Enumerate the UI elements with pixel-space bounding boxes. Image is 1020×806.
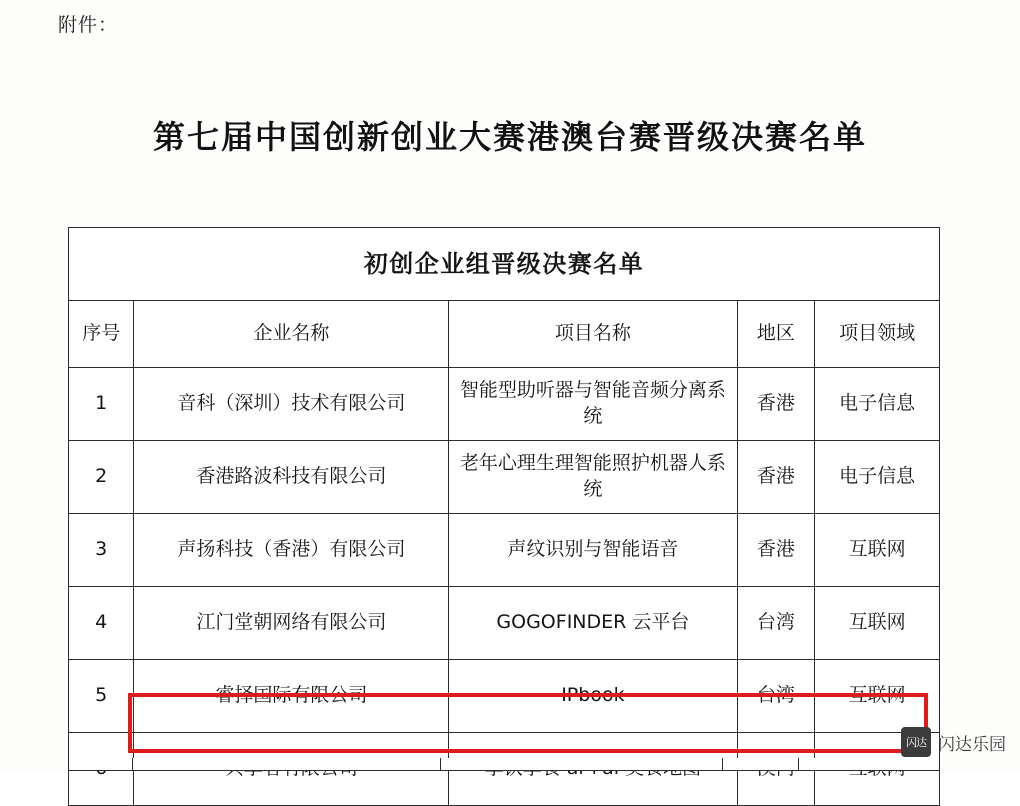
cell-company: 睿择国际有限公司 (134, 660, 449, 733)
cell-field: 互联网 (815, 514, 940, 587)
cell-field: 电子信息 (815, 368, 940, 441)
table-header-row (69, 301, 940, 368)
cell-region: 香港 (737, 441, 815, 514)
column-header-project: 项目名称 (449, 301, 737, 368)
cell-field: 互联网 (815, 660, 940, 733)
watermark-label: 闪达乐园 (938, 734, 1006, 755)
cell-company: 江门堂朝网络有限公司 (134, 587, 449, 660)
cell-project: 声纹识别与智能语音 (449, 514, 737, 587)
cell-company: 香港路波科技有限公司 (134, 441, 449, 514)
cell-project: 智能型助听器与智能音频分离系统 (449, 368, 737, 441)
watermark-logo-icon: 闪达 (901, 727, 931, 757)
cell-region: 台湾 (737, 587, 815, 660)
cell-no: 5 (69, 660, 134, 733)
table-next-row-partial (68, 758, 940, 771)
column-header-region: 地区 (737, 301, 815, 368)
cell-no: 3 (69, 514, 134, 587)
table-row (69, 660, 940, 733)
table-row (69, 514, 940, 587)
cell-no: 2 (69, 441, 134, 514)
cell-field: 电子信息 (815, 441, 940, 514)
finalist-table-container (68, 227, 940, 806)
cell-company: 声扬科技（香港）有限公司 (134, 514, 449, 587)
table-row (69, 368, 940, 441)
column-header-field: 项目领域 (815, 301, 940, 368)
cell-company: 音科（深圳）技术有限公司 (134, 368, 449, 441)
watermark (901, 727, 1006, 757)
cell-region: 香港 (737, 368, 815, 441)
cell-region: 台湾 (737, 660, 815, 733)
cell-project: 老年心理生理智能照护机器人系统 (449, 441, 737, 514)
cell-region: 香港 (737, 514, 815, 587)
cell-no: 1 (69, 368, 134, 441)
attachment-label: 附件： (58, 14, 119, 36)
table-row (69, 587, 940, 660)
cell-no: 4 (69, 587, 134, 660)
column-header-company: 企业名称 (134, 301, 449, 368)
cell-field: 互联网 (815, 587, 940, 660)
table-section-title-row (69, 228, 940, 301)
table-section-title: 初创企业组晋级决赛名单 (69, 228, 940, 301)
cell-project: IPbook (449, 660, 737, 733)
page-title: 第七届中国创新创业大赛港澳台赛晋级决赛名单 (152, 118, 867, 156)
column-header-no: 序号 (69, 301, 134, 368)
cell-project: GOGOFINDER 云平台 (449, 587, 737, 660)
finalist-table (68, 227, 940, 806)
table-row (69, 441, 940, 514)
